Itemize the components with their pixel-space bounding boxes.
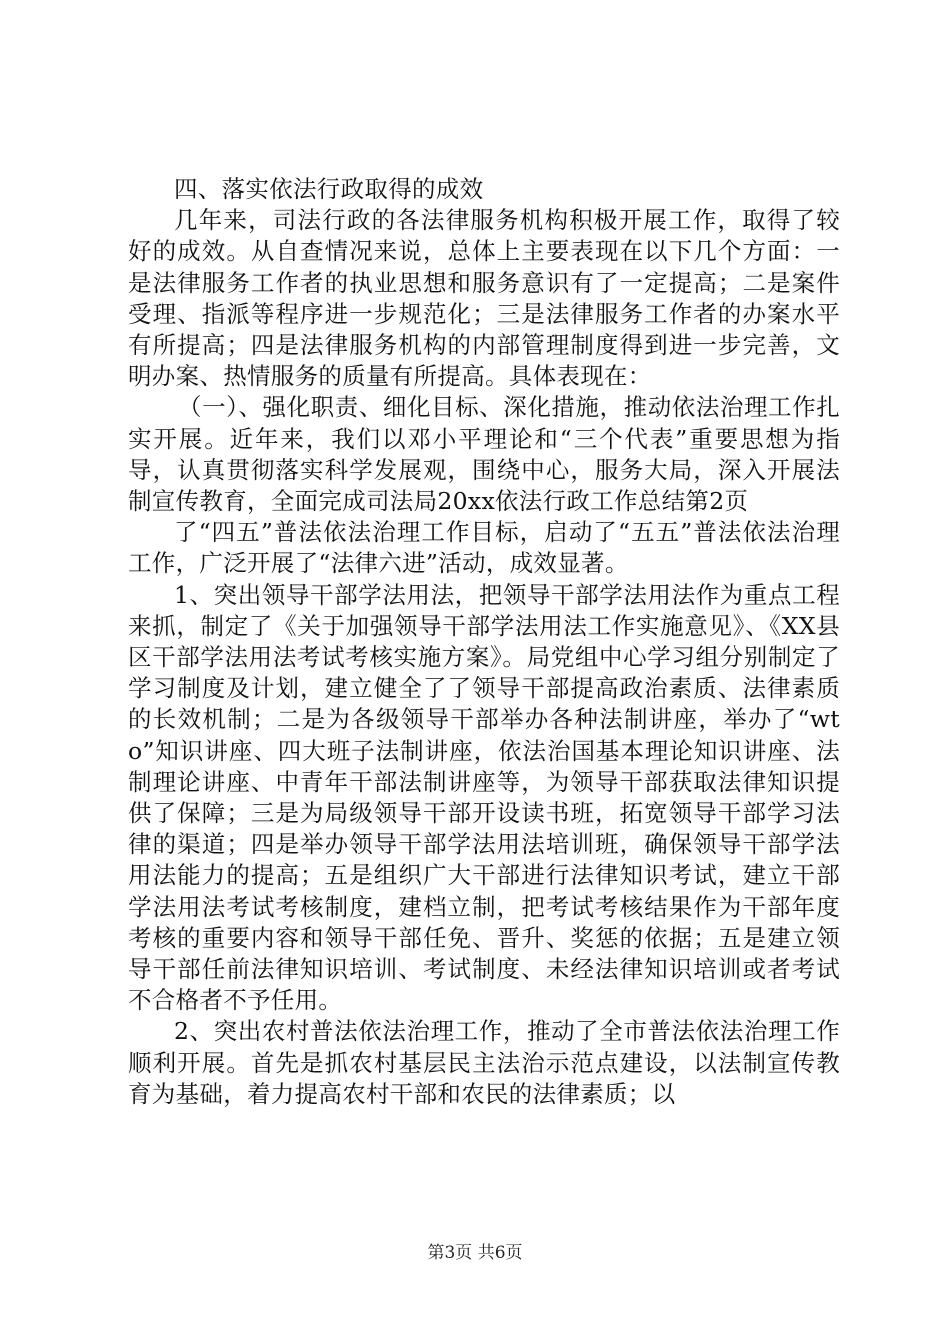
paragraph-continuation: 了“四五”普法依法治理工作目标，启动了“五五”普法依法治理工作，广泛开展了“法律六进”活动，成效显著。 bbox=[128, 518, 840, 578]
paragraph-item-1: 1、突出领导干部学法用法，把领导干部学法用法作为重点工程来抓，制定了《关于加强领导干部学法用法工作实施意见》、《XX县区干部学法用法考试考核实施方案》。局党组中心学习组分别制定了学习制度及计划，建立健全了了领导干部提高政治素质、法律素质的长效机制；二是为各级领导干部举办各种法制讲座，举办了“wto”知识讲座、四大班子法制讲座，依法治国基本理论知识讲座、法制理论讲座、中青年干部法制讲座等，为领导干部获取法律知识提供了保障；三是为局级领导干部开设读书班，拓宽领导干部学习法律的渠道；四是举办领导干部学法用法培训班，确保领导干部学法用法能力的提高；五是组织广大干部进行法律知识考试，建立干部学法用法考试考核制度，建档立制，把考试考核结果作为干部年度考核的重要内容和领导干部任免、晋升、奖惩的依据；五是建立领导干部任前法律知识培训、考试制度、未经法律知识培训或者考试不合格者不予任用。 bbox=[128, 580, 840, 1015]
document-body bbox=[128, 174, 840, 1110]
section-heading: 四、落实依法行政取得的成效 bbox=[174, 175, 484, 203]
paragraph-subsection-1: （一）、强化职责、细化目标、深化措施，推动依法治理工作扎实开展。近年来，我们以邓小平理论和“三个代表”重要思想为指导，认真贯彻落实科学发展观，围绕中心，服务大局，深入开展法制宣传教育，全面完成司法局20xx依法行政工作总结第2页 bbox=[128, 393, 840, 516]
paragraph-overview: 几年来，司法行政的各法律服务机构积极开展工作，取得了较好的成效。从自查情况来说，总体上主要表现在以下几个方面：一是法律服务工作者的执业思想和服务意识有了一定提高；二是案件受理、指派等程序进一步规范化；三是法律服务工作者的办案水平有所提高；四是法律服务机构的内部管理制度得到进一步完善，文明办案、热情服务的质量有所提高。具体表现在： bbox=[128, 206, 840, 391]
page-number-footer: 第3页 共6页 bbox=[427, 1243, 523, 1263]
paragraph-item-2: 2、突出农村普法依法治理工作，推动了全市普法依法治理工作顺利开展。首先是抓农村基层民主法治示范点建设，以法制宣传教育为基础，着力提高农村干部和农民的法律素质；以 bbox=[128, 1017, 840, 1108]
